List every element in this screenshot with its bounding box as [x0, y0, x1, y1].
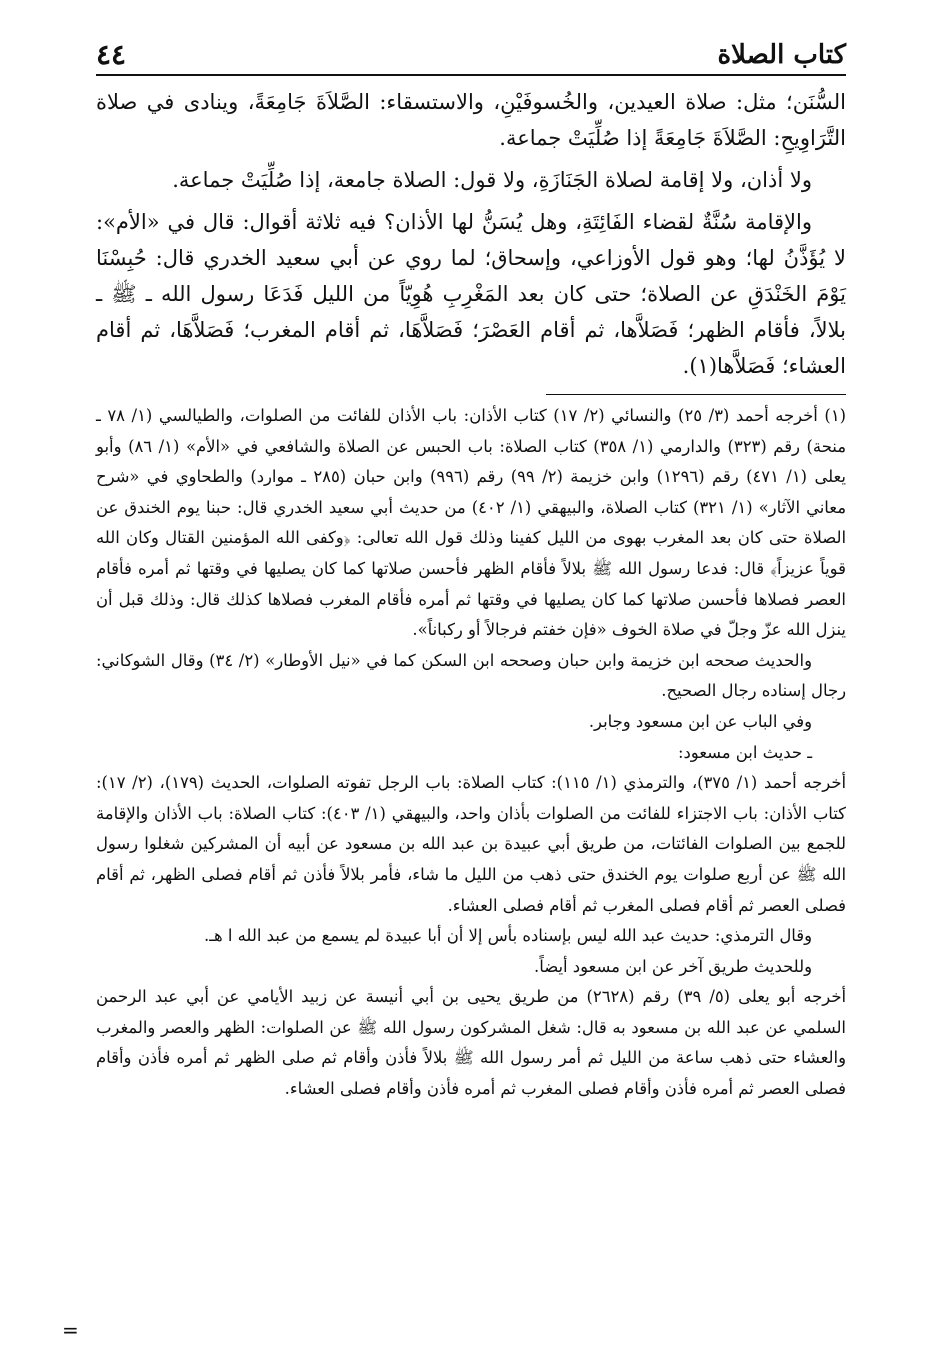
footnote-divider — [546, 394, 846, 395]
main-paragraph: ولا أذان، ولا إقامة لصلاة الجَنَازَةِ، ولا قول: الصلاة جامعة، إذا صُلِّيَتْ جماعة. — [172, 168, 812, 192]
footnotes — [96, 401, 846, 1105]
chapter-title: كتاب الصلاة — [717, 40, 846, 70]
margin-mark: = — [62, 1318, 79, 1342]
main-paragraph: والإقامة سُنَّةٌ لقضاء الفَائِتَةِ، وهل يُسَنُّ لها الأذان؟ فيه ثلاثة أقوال: قال في «الأم»: لا يُؤَذَّنُ لها؛ وهو قول الأوزاعي، وإسحاق؛ لما روي عن أبي سعيد الخدري قال: حُبِسْنَا يَوْمَ الخَنْدَقِ عن الصلاة؛ حتى كان بعد المَغْرِبِ هُوِيّاً من الليل فَدَعَا رسول الله ـ ﷺ ـ بلالاً، فأقام الظهر؛ فَصَلاَّها، ثم أقام العَصْرَ؛ فَصَلاَّهَا، ثم أقام المغرب؛ فَصَلاَّهَا، ثم أقام العشاء؛ فَصَلاَّها(١). — [96, 210, 846, 378]
main-paragraph: السُّنَن؛ مثل: صلاة العيدين، والخُسوفَيْنِ، والاستسقاء: الصَّلاَةَ جَامِعَةً، وينادى في صلاة التَّرَاوِيحِ: الصَّلاَةَ جَامِعَةً إذا صُلِّيَتْ جماعة. — [96, 90, 846, 150]
footnote-paragraph: (١) أخرجه أحمد (٣/ ٢٥) والنسائي (٢/ ١٧) كتاب الأذان: باب الأذان للفائت من الصلوات، والطيالسي (١/ ٧٨ ـ منحة) رقم (٣٢٣) والدارمي (١/ ٣٥٨) كتاب الصلاة: باب الحبس عن الصلاة والشافعي في «الأم» (١/ ٨٦) وأبو يعلى (١/ ٤٧١) رقم (١٢٩٦) وابن خزيمة (٢/ ٩٩) رقم (٩٩٦) وابن حبان (٢٨٥ ـ موارد) والطحاوي في «شرح معاني الآثار» (١/ ٣٢١) كتاب الصلاة، والبيهقي (١/ ٤٠٢) من حديث أبي سعيد الخدري قال: حبنا يوم الخندق عن الصلاة حتى كان بعد المغرب بهوى من الليل كفينا وذلك قول الله تعالى: ﴿وكفى الله المؤمنين القتال وكان الله قوياً عزيزاً﴾ قال: فدعا رسول الله ﷺ بلالاً فأقام الظهر فأحسن صلاتها كما كان يصليها في وقتها ثم أمره فأقام العصر فصلاها فأحسن صلاتها كما كان يصليها في وقتها ثم أمره فأقام المغرب فصلاها كذلك قال: وذلك قبل أن ينزل الله عزّ وجلّ في صلاة الخوف «فإن خفتم فرجالاً أو ركباناً». — [96, 406, 847, 640]
footnote-paragraph: وفي الباب عن ابن مسعود وجابر. — [588, 711, 812, 731]
footnote-paragraph: والحديث صححه ابن خزيمة وابن حبان وصححه ابن السكن كما في «نيل الأوطار» (٢/ ٣٤) وقال الشوكاني: رجال إسناده رجال الصحيح. — [96, 650, 846, 701]
footnote-paragraph: أخرجه أحمد (١/ ٣٧٥)، والترمذي (١/ ١١٥): كتاب الصلاة: باب الرجل تفوته الصلوات، الحديث (١٧٩)، (٢/ ١٧): كتاب الأذان: باب الاجتزاء للفائت من الصلوات بأذان واحد، والبيهقي (١/ ٤٠٣): كتاب الصلاة: باب الأذان والإقامة للجمع بين الصلوات الفائتات، من طريق أبي عبيدة بن عبد الله بن مسعود عن أبيه أن المشركين شغلوا رسول الله ﷺ عن أربع صلوات يوم الخندق حتى ذهب من الليل ما شاء، فأمر بلالاً فأذن ثم أقام فصلى الظهر، ثم أقام فصلى العصر ثم أقام فصلى المغرب ثم أقام فصلى العشاء. — [96, 773, 847, 915]
main-text — [96, 84, 846, 384]
footnote-paragraph: أخرجه أبو يعلى (٥/ ٣٩) رقم (٢٦٢٨) من طريق يحيى بن أبي أنيسة عن زبيد الأيامي عن أبي عبد الرحمن السلمي عن عبد الله بن مسعود به قال: شغل المشركون رسول الله ﷺ عن الصلوات: الظهر والعصر والمغرب والعشاء حتى ذهب ساعة من الليل ثم أمر رسول الله ﷺ بلالاً فأذن وأقام ثم صلى الظهر ثم أمره فأذن وأقام فصلى العصر ثم أمره فأذن وأقام فصلى المغرب ثم أمره فأذن وأقام فصلى العشاء. — [96, 987, 847, 1099]
footnote-paragraph: وقال الترمذي: حديث عبد الله ليس بإسناده بأس إلا أن أبا عبيدة لم يسمع من عبد الله ا هـ. — [203, 926, 812, 946]
page-header — [96, 40, 846, 76]
page-number: ٤٤ — [96, 38, 127, 71]
footnote-paragraph: ـ حديث ابن مسعود: — [677, 742, 812, 762]
footnote-paragraph: وللحديث طريق آخر عن ابن مسعود أيضاً. — [534, 956, 812, 976]
